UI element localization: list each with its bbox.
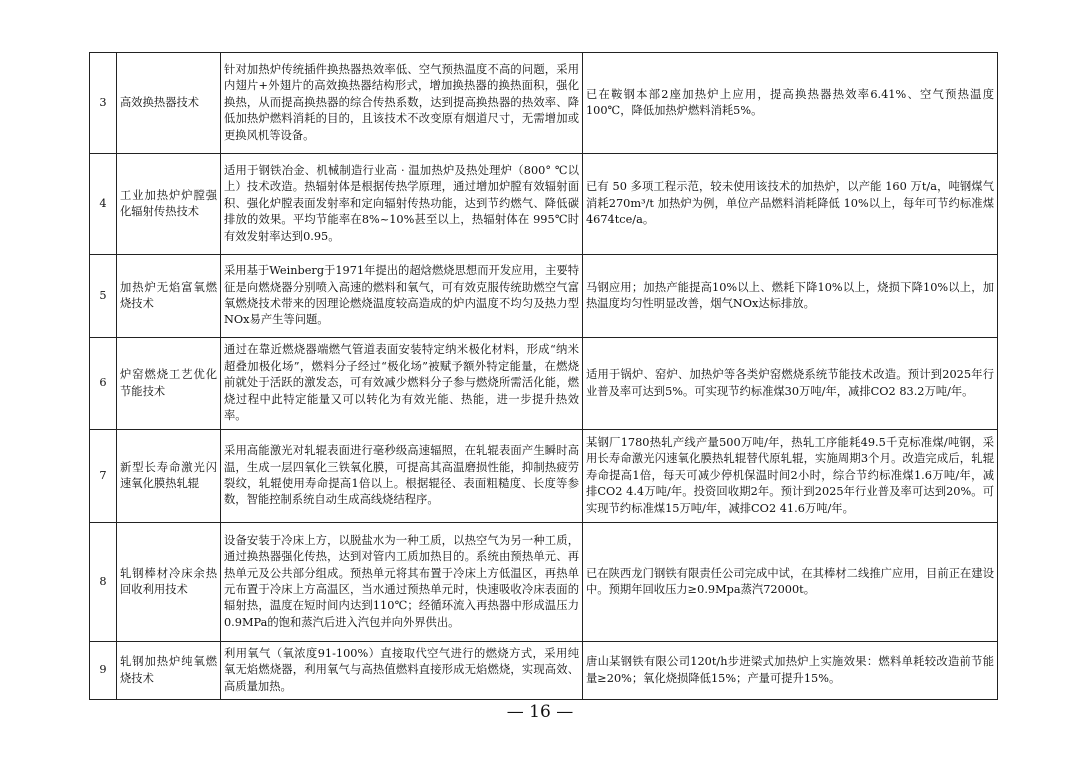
row-number: 4 <box>90 154 117 255</box>
table-row <box>90 642 998 700</box>
technology-description: 采用基于Weinberg于1971年提出的超焓燃烧思想而开发应用，主要特征是向燃烧器分别喷入高速的燃料和氧气，可有效克服传统助燃空气富氧燃烧技术带来的因理论燃烧温度较高造成的炉内温度不均匀及热力型NOx易产生等问题。 <box>221 255 583 338</box>
table-row <box>90 255 998 338</box>
technology-description: 适用于钢铁冶金、机械制造行业高 · 温加热炉及热处理炉（800° ℃以上）技术改造。热辐射体是根据传热学原理，通过增加炉膛有效辐射面积、强化炉膛表面发射率和定向辐射传热功能，达到节约燃气、降低碳排放的效果。平均节能率在8%~10%甚至以上，热辐射体在 995℃时有效发射率达到0.95。 <box>221 154 583 255</box>
application-result: 适用于锅炉、窑炉、加热炉等各类炉窑燃烧系统节能技术改造。预计到2025年行业普及率可达到5%。可实现节约标准煤30万吨/年，减排CO2 83.2万吨/年。 <box>583 338 998 430</box>
application-result: 已在陕西龙门钢铁有限责任公司完成中试，在其棒材二线推广应用，目前正在建设中。预期年回收压力≥0.9Mpa蒸汽72000t。 <box>583 523 998 642</box>
table-row <box>90 53 998 154</box>
table-row <box>90 154 998 255</box>
row-number: 5 <box>90 255 117 338</box>
application-result: 马钢应用；加热产能提高10%以上、燃耗下降10%以上，烧损下降10%以上，加热温度均匀性明显改善，烟气NOx达标排放。 <box>583 255 998 338</box>
row-number: 7 <box>90 430 117 523</box>
application-result: 唐山某钢铁有限公司120t/h步进梁式加热炉上实施效果：燃料单耗较改造前节能量≥20%；氧化烧损降低15%；产量可提升15%。 <box>583 642 998 700</box>
technology-name: 工业加热炉炉膛强化辐射传热技术 <box>117 154 221 255</box>
table-row <box>90 338 998 430</box>
table-row <box>90 523 998 642</box>
row-number: 9 <box>90 642 117 700</box>
technology-description: 通过在靠近燃烧器端燃气管道表面安装特定纳米极化材料，形成“纳米超叠加极化场”，燃料分子经过“极化场”被赋予额外特定能量，在燃烧前就处于活跃的激发态，可有效减少燃料分子参与燃烧所需活化能，燃烧过程中此特定能量又可以转化为有效光能、热能，进一步提升热效率。 <box>221 338 583 430</box>
technology-name: 新型长寿命激光闪速氧化膜热轧辊 <box>117 430 221 523</box>
application-result: 某钢厂1780热轧产线产量500万吨/年，热轧工序能耗49.5千克标准煤/吨钢，采用长寿命激光闪速氧化膜热轧辊替代原轧辊，实施周期3个月。改造完成后，轧辊寿命提高1倍，每天可减少停机保温时间2小时，综合节约标准煤1.6万吨/年，减排CO2 4.4万吨/年。投资回收期2年。预计到2025年行业普及率可达到20%。可实现节约标准煤15万吨/年，减排CO2 41.6万吨/年。 <box>583 430 998 523</box>
application-result: 已在鞍钢本部2座加热炉上应用，提高换热器热效率6.41%、空气预热温度100℃，降低加热炉燃料消耗5%。 <box>583 53 998 154</box>
table-row <box>90 430 998 523</box>
row-number: 8 <box>90 523 117 642</box>
technology-table <box>89 52 998 700</box>
technology-name: 炉窑燃烧工艺优化节能技术 <box>117 338 221 430</box>
technology-description: 设备安装于冷床上方，以脱盐水为一种工质，以热空气为另一种工质，通过换热器强化传热，达到对管内工质加热目的。系统由预热单元、再热单元及公共部分组成。预热单元将其布置于冷床上方低温区，再热单元布置于冷床上方高温区，当水通过预热单元时，快速吸收冷床表面的辐射热，温度在短时间内达到110℃；经循环流入再热器中形成温压力0.9MPa的饱和蒸汽后进入汽包并向外界供出。 <box>221 523 583 642</box>
row-number: 6 <box>90 338 117 430</box>
technology-name: 高效换热器技术 <box>117 53 221 154</box>
page-number: — 16 — <box>506 702 574 722</box>
row-number: 3 <box>90 53 117 154</box>
technology-description: 采用高能激光对轧辊表面进行毫秒级高速辐照，在轧辊表面产生瞬时高温，生成一层四氧化三铁氧化膜，可提高其高温磨损性能，抑制热疲劳裂纹，轧辊使用寿命提高1倍以上。根据辊径、表面粗糙度、长度等参数，智能控制系统自动生成高线烧结程序。 <box>221 430 583 523</box>
technology-description: 针对加热炉传统插件换热器热效率低、空气预热温度不高的问题，采用内翅片+外翅片的高效换热器结构形式，增加换热器的换热面积，强化换热，从而提高换热器的综合传热系数，达到提高换热器的热效率、降低加热炉燃料消耗的目的，且该技术不改变原有烟道尺寸，无需增加或更换风机等设备。 <box>221 53 583 154</box>
technology-name: 加热炉无焰富氧燃烧技术 <box>117 255 221 338</box>
technology-name: 轧钢棒材冷床余热回收利用技术 <box>117 523 221 642</box>
technology-name: 轧钢加热炉纯氧燃烧技术 <box>117 642 221 700</box>
technology-description: 利用氧气（氧浓度91-100%）直接取代空气进行的燃烧方式，采用纯氧无焰燃烧器，利用氧气与高热值燃料直接形成无焰燃烧，实现高效、高质量加热。 <box>221 642 583 700</box>
application-result: 已有 50 多项工程示范，较未使用该技术的加热炉，以产能 160 万t/a，吨钢煤气消耗270m³/t 加热炉为例，单位产品燃料消耗降低 10%以上，每年可节约标准煤4674tce/a。 <box>583 154 998 255</box>
